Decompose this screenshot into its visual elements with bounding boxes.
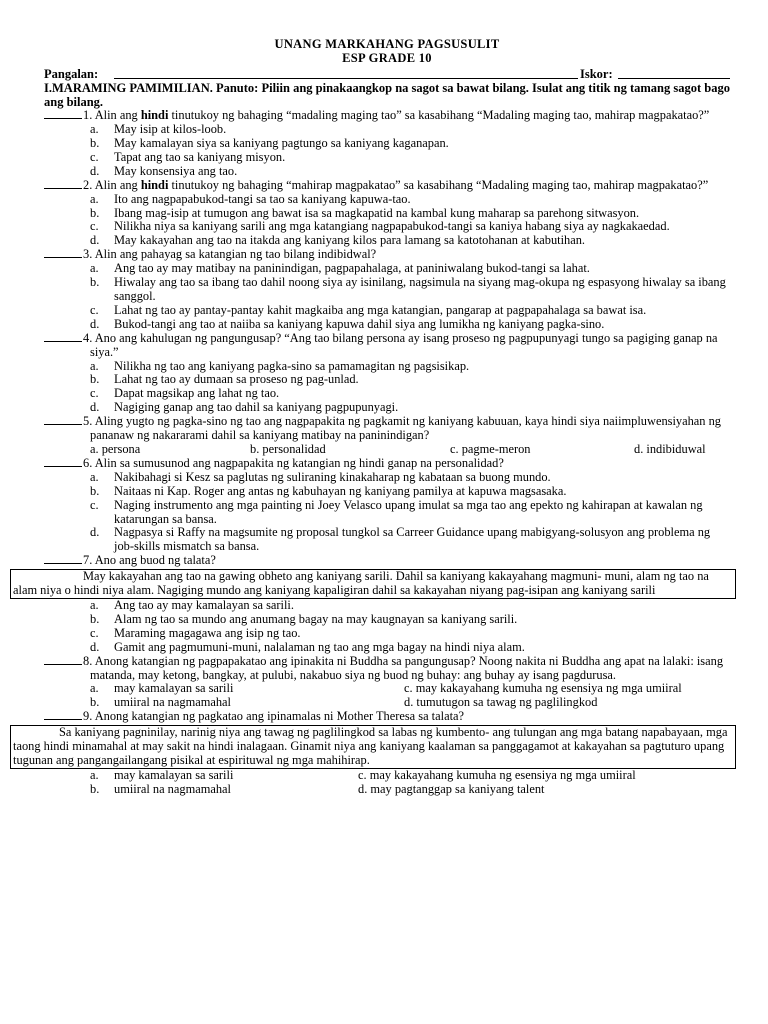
answer-blank[interactable]: [44, 655, 82, 665]
choices-5: [44, 443, 730, 457]
choice-9d: d. may pagtanggap sa kaniyang talent: [358, 781, 545, 796]
choice-9c: c. may kakayahang kumuha ng esensiya ng mga umiiral: [358, 767, 636, 782]
question-4: 4. Ano ang kahulugan ng pangungusap? “Ang tao bilang persona ay isang proseso ng pagpupunyagi tungo sa pagiging ganap na siya.”: [44, 332, 730, 360]
score-label: Iskor:: [580, 67, 613, 81]
choice-5c: c. pagme-meron: [450, 441, 531, 456]
score-field[interactable]: [618, 78, 730, 79]
question-2: 2. Alin ang hindi tinutukoy ng bahaging “mahirap magpakatao” sa kasabihang “Madaling maging tao, mahirap magpakatao?”: [44, 179, 730, 193]
answer-blank[interactable]: [44, 457, 82, 467]
choice-4c: c. Dapat magsikap ang lahat ng tao.: [90, 386, 280, 401]
answer-blank[interactable]: [44, 248, 82, 258]
answer-blank[interactable]: [44, 554, 82, 564]
choice-4b: b. Lahat ng tao ay dumaan sa proseso ng pag-unlad.: [90, 372, 359, 387]
choice-1b: b. May kamalayan siya sa kaniyang pagtungo sa kaniyang kaganapan.: [90, 136, 449, 150]
choice-7a: a. Ang tao ay may kamalayan sa sarili.: [90, 598, 294, 612]
choice-6b: b. Naitaas ni Kap. Roger ang antas ng kabuhayan ng kaniyang pamilya at kapuwa magsasaka.: [90, 483, 567, 498]
question-9: 9. Anong katangian ng pagkatao ang ipinamalas ni Mother Theresa sa talata?: [44, 710, 730, 724]
answer-blank[interactable]: [44, 109, 82, 119]
choice-3b: b. Hiwalay ang tao sa ibang tao dahil noong siya ay isinilang, nagsimula na siyang mag-okupa ng espasyong hiwalay sa ibang sanggol.: [90, 275, 726, 303]
question-3: 3. Alin ang pahayag sa katangian ng tao bilang indibidwal?: [44, 248, 730, 262]
choice-6d: d. Nagpasya si Raffy na magsumite ng proposal tungkol sa Carreer Guidance upang mabigyang-solusyon ang problema ng job-skills mismatch sa bansa.: [90, 525, 711, 554]
question-8: 8. Anong katangian ng pagpapakatao ang ipinakita ni Buddha sa pangungusap? Noong nakita ni Buddha ang apat na lalaki: isang matanda, may ketong, bangkay, at pulubi, nakabuo siya ng buod ng buhay: ang buhay ay isang pagdurusa.: [44, 655, 730, 683]
choice-3c: c. Lahat ng tao ay pantay-pantay kahit magkaiba ang mga katangian, pangarap at pagpapahalaga sa bawat isa.: [90, 302, 647, 317]
question-7: 7. Ano ang buod ng talata?: [44, 554, 730, 568]
name-field[interactable]: [114, 78, 578, 79]
choice-4a: a. Nilikha ng tao ang kaniyang pagka-sino sa pamamagitan ng pagsisikap.: [90, 358, 470, 373]
passage-box-7: May kakayahan ang tao na gawing obheto ang kaniyang sarili. Dahil sa kaniyang kakayahang magmuni- muni, alam ng tao na alam niya o hindi niya alam. Nagiging mundo ang kaniyang kapaligiran dahil sa kakayahan niyang pag-isipan ang kaniyang sarili: [10, 569, 736, 599]
choice-8c: c. may kakayahang kumuha ng esensiya ng mga umiiral: [404, 681, 682, 696]
choice-4d: d. Nagiging ganap ang tao dahil sa kaniyang pagpupunyagi.: [90, 400, 399, 415]
choice-2c: c. Nilikha niya sa kaniyang sarili ang mga katangiang nagpapabukod-tangi sa kaniya habang siya ay nagkakaedad.: [90, 219, 670, 234]
choice-5b: b. personalidad: [250, 441, 326, 456]
choice-7d: d. Gamit ang pagmumuni-muni, nalalaman ng tao ang mga bagay na hindi niya alam.: [90, 639, 525, 654]
exam-subtitle: ESP GRADE 10: [342, 50, 432, 65]
choice-8d: d. tumutugon sa tawag ng paglilingkod: [404, 695, 598, 710]
instructions: I.MARAMING PAMIMILIAN. Panuto: Piliin ang pinakaangkop na sagot sa bawat bilang. Isulat ang titik ng tamang sagot bago ang bilang.: [44, 81, 730, 109]
passage-box-9: Sa kaniyang pagninilay, narinig niya ang tawag ng paglilingkod sa labas ng kumbento- ang tulungan ang mga batang napabayaan, mga taong hindi minamahal at may sakit na hindi inalagaan. Ginamit niya ang kaniyang kaalaman sa panggagamot at kakayahan sa pagtuturo upang tugunan ang pangangailangang pisikal at espirituwal ng mga mahihirap.: [10, 725, 736, 769]
choice-5a: a. persona: [90, 441, 141, 456]
question-6: 6. Alin sa sumusunod ang nagpapakita ng katangian ng hindi ganap na personalidad?: [44, 457, 730, 471]
choices-9: [44, 769, 730, 783]
choice-7c: c. Maraming magagawa ang isip ng tao.: [90, 625, 301, 640]
answer-blank[interactable]: [44, 179, 82, 189]
choice-1c: c. Tapat ang tao sa kaniyang misyon.: [90, 149, 286, 164]
choice-3a: a. Ang tao ay may matibay na paninindigan, pagpapahalaga, at paniniwalang bukod-tangi sa lahat.: [90, 261, 590, 276]
choice-2d: d. May kakayahan ang tao na itakda ang kaniyang kilos para lamang sa katotohanan at kabutihan.: [90, 233, 586, 248]
question-5: 5. Aling yugto ng pagka-sino ng tao ang nagpapakita ng pagkamit ng kaniyang kabuuan, kaya hindi siya naiimpluwensiyahan ng pananaw ng nakararami dahil sa kaniyang matibay na paninindigan?: [44, 415, 730, 443]
choices-8-row2: [44, 696, 730, 710]
answer-blank[interactable]: [44, 332, 82, 342]
answer-blank[interactable]: [44, 710, 82, 720]
choice-9a: a. may kamalayan sa sarili: [90, 767, 234, 782]
answer-blank[interactable]: [44, 415, 82, 425]
choice-2a: a. Ito ang nagpapabukod-tangi sa tao sa kaniyang kapuwa-tao.: [90, 191, 411, 206]
name-score-row: [44, 67, 730, 82]
choice-5d: d. indibiduwal: [634, 441, 706, 456]
choice-6c: c. Naging instrumento ang mga painting ni Joey Velasco upang imulat sa mga tao ang epekto ng kahirapan at kawalan ng katarungan sa bansa.: [90, 497, 703, 526]
choice-8a: a. may kamalayan sa sarili: [90, 681, 234, 696]
exam-title: UNANG MARKAHANG PAGSUSULIT: [274, 37, 500, 51]
choices-9-row2: [44, 783, 730, 797]
choice-1a: a. May isip at kilos-loob.: [90, 122, 227, 137]
choice-7b: b. Alam ng tao sa mundo ang anumang bagay na may kaugnayan sa kaniyang sarili.: [90, 611, 518, 626]
choice-1d: d. May konsensiya ang tao.: [90, 163, 238, 178]
exam-page: [13, 37, 730, 797]
choice-3d: d. Bukod-tangi ang tao at naiiba sa kaniyang kapuwa dahil siya ang lumikha ng kaniyang pagka-sino.: [90, 316, 605, 331]
name-label: Pangalan:: [44, 67, 99, 81]
choice-6a: a. Nakibahagi si Kesz sa paglutas ng suliraning kinakaharap ng kabataan sa buong mundo.: [90, 469, 551, 484]
choice-2b: b. Ibang mag-isip at tumugon ang bawat isa sa magkapatid na kambal kung maharap sa parehong sitwasyon.: [90, 205, 640, 220]
choice-8b: b. umiiral na nagmamahal: [90, 695, 231, 710]
choices-8: [44, 682, 730, 696]
choice-9b: b. umiiral na nagmamahal: [90, 781, 231, 796]
question-1: 1. Alin ang hindi tinutukoy ng bahaging “madaling maging tao” sa kasabihang “Madaling maging tao, mahirap magpakatao?”: [44, 109, 730, 123]
